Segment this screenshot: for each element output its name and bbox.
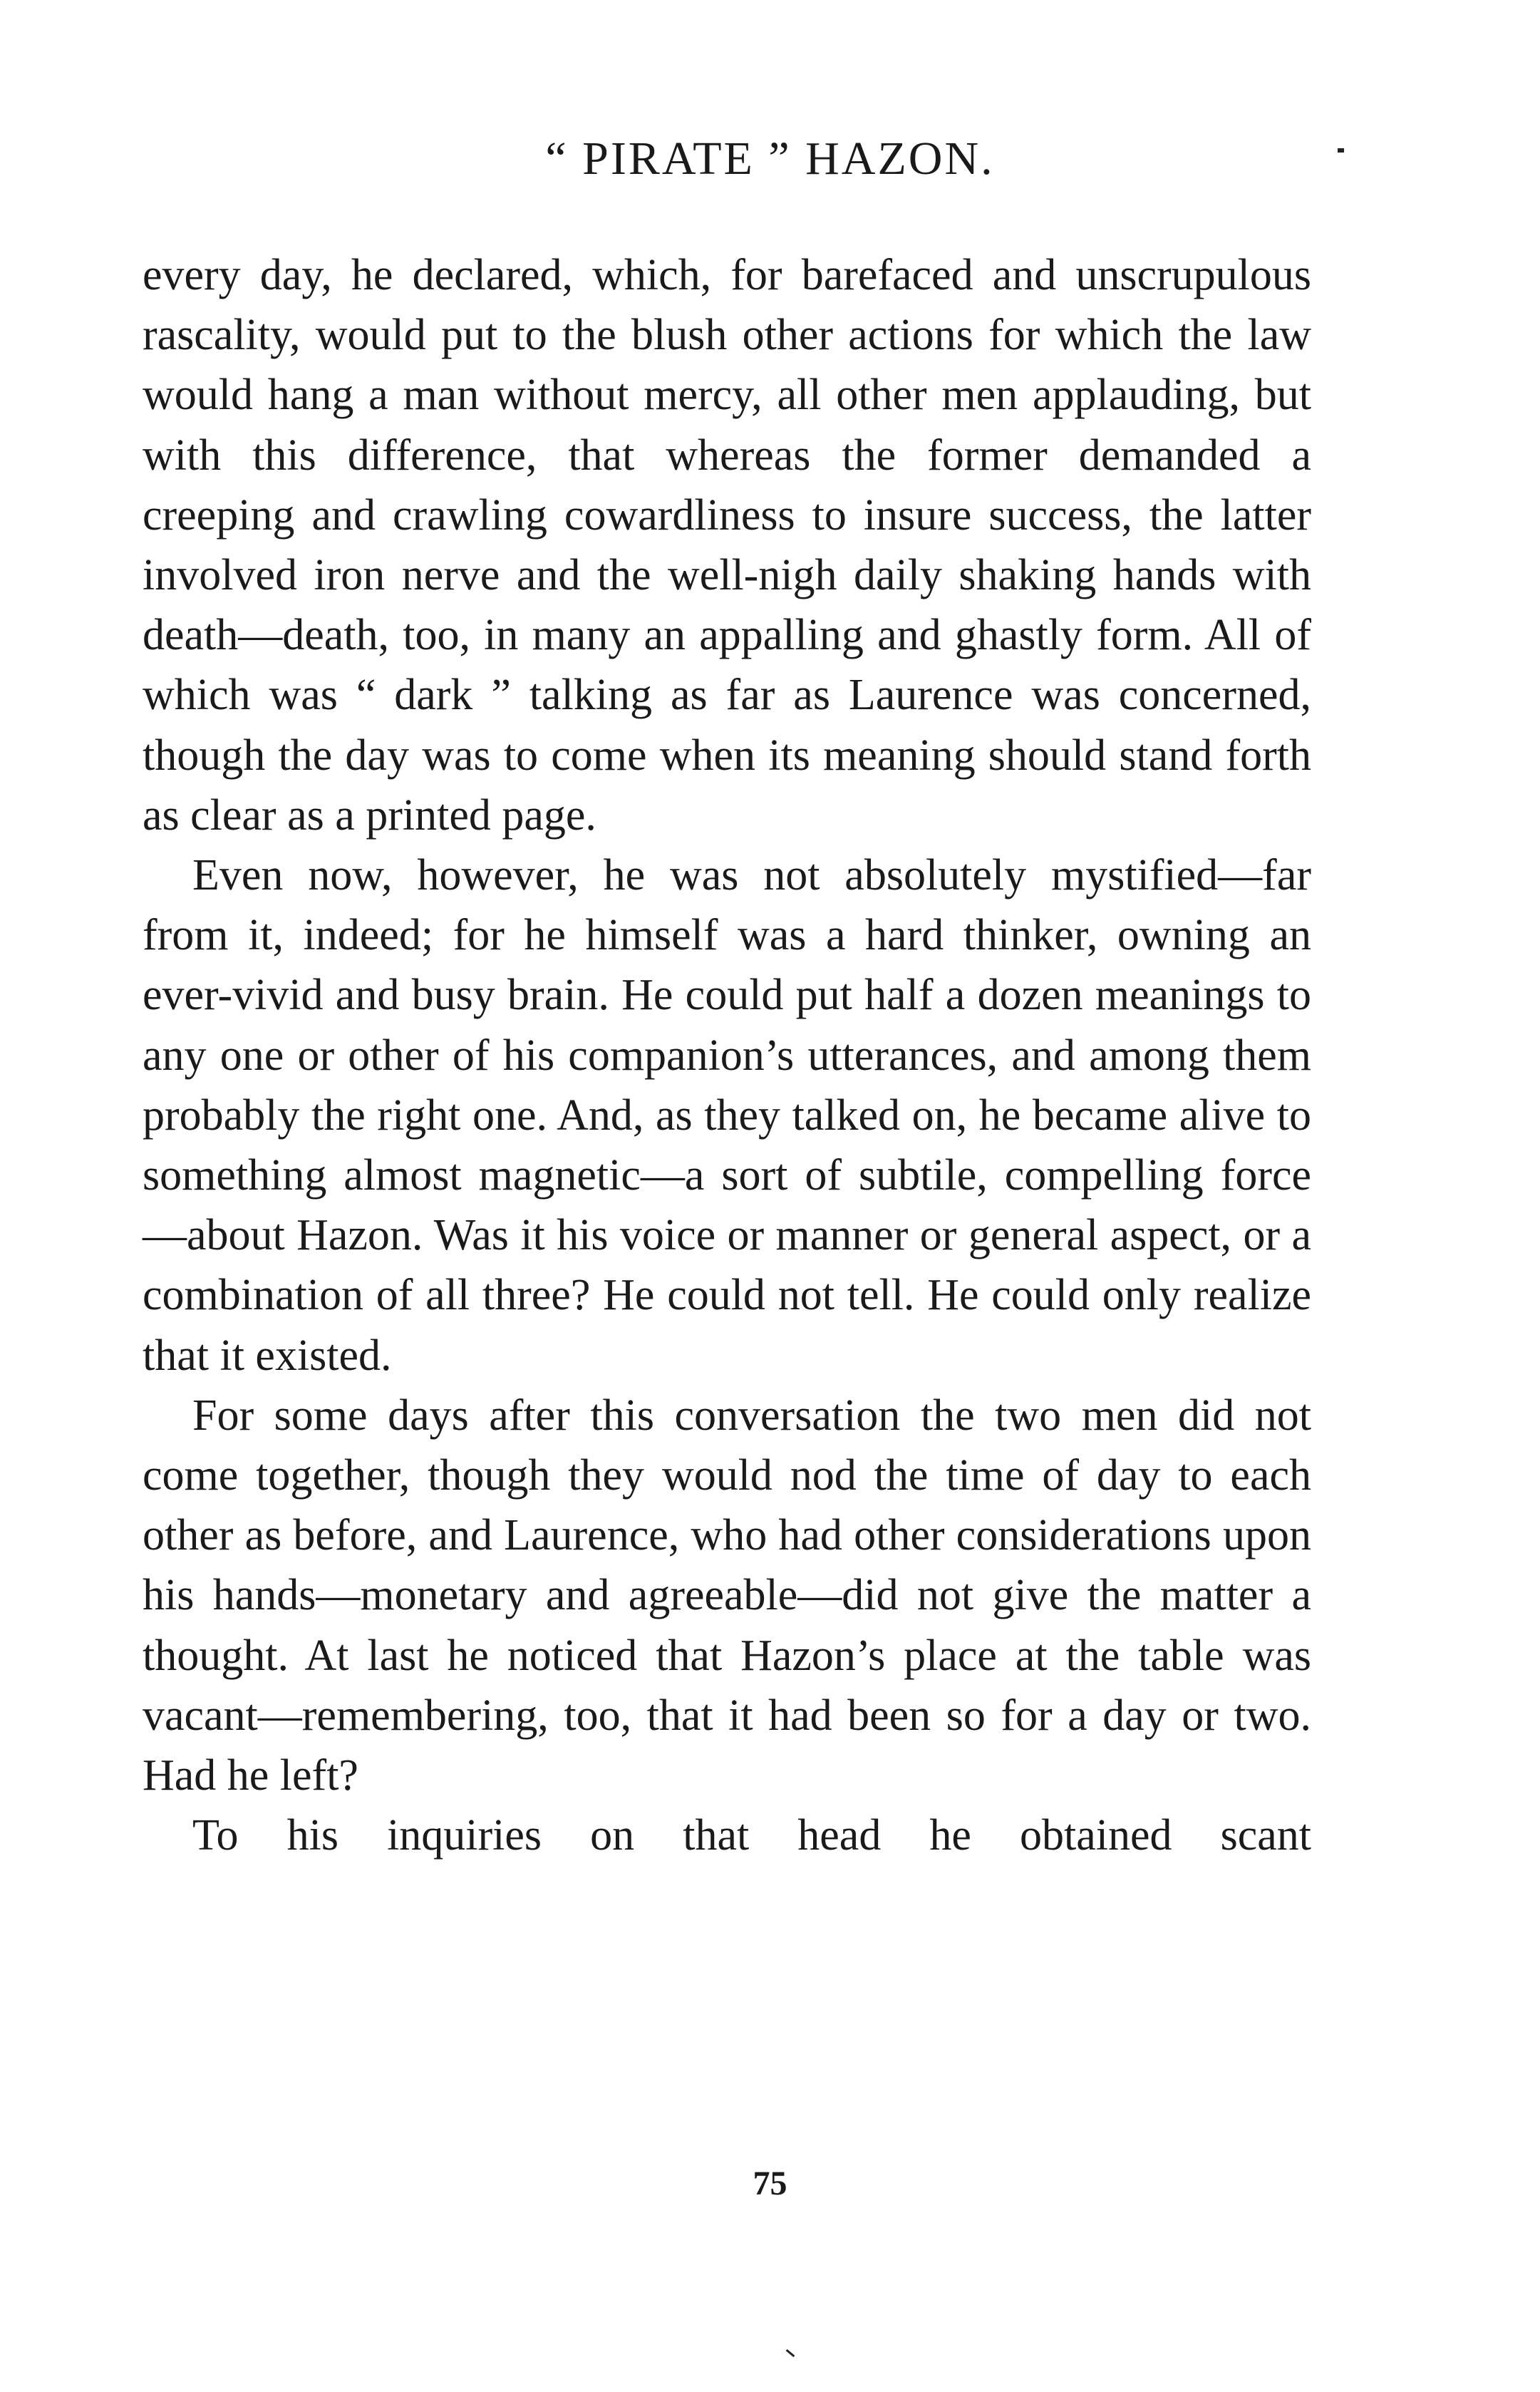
body-text (143, 245, 1311, 1865)
paragraph: For some days after this conversation the two men did not come together, though they would nod the time of day to each other as before, and Laurence, who had other considerations upon his hands—monetary and agreeable—did not give the matter a thought. At last he noticed that Hazon’s place at the table was vacant—remembering, too, that it had been so for a day or two. Had he left? (143, 1391, 1311, 1800)
paragraph-continued: every day, he declared, which, for barefaced and unscrupulous rascality, would put to the blush other actions for which the law would hang a man without mercy, all other men applauding, but with this difference, that whereas the former demanded a creeping and crawling cowardliness to insure success, the latter involved iron nerve and the well-nigh daily shaking hands with death—death, too, in many an appalling and ghastly form. All of which was “ dark ” talking as far as Laurence was concerned, though the day was to come when its meaning should stand forth as clear as a printed page. (143, 251, 1311, 840)
ink-speck (786, 2349, 795, 2357)
ink-speck (1338, 148, 1344, 153)
running-head: “ PIRATE ” HAZON. (545, 133, 995, 185)
paragraph-last-line: To his inquiries on that head he obtained scant (192, 1811, 1311, 1860)
page-number: 75 (753, 2165, 787, 2202)
paragraph: Even now, however, he was not absolutely mystified—far from it, indeed; for he himself was a hard thinker, owning an ever-vivid and busy brain. He could put half a dozen meanings to any one or other of his companion’s utterances, and among them probably the right one. And, as they talked on, he became alive to something almost magnetic—a sort of subtile, compelling force—about Hazon. Was it his voice or manner or general aspect, or a combination of all three? He could not tell. He could only realize that it existed. (143, 851, 1311, 1380)
